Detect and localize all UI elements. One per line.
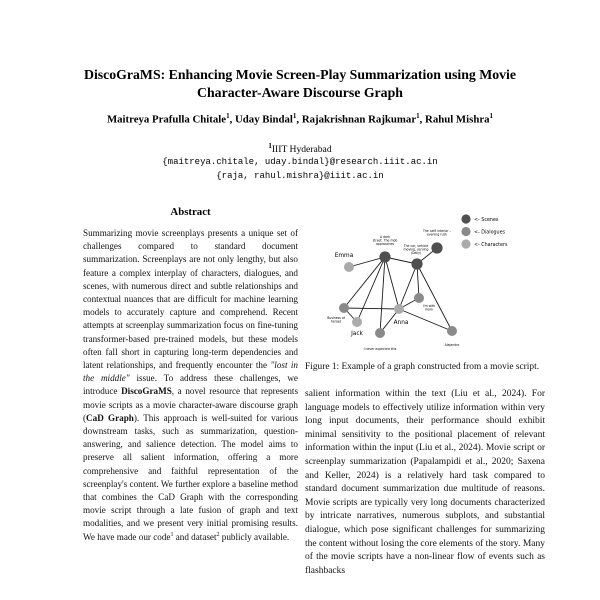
legend-label: <- Scenes xyxy=(474,217,499,223)
scene-annotation: moving, serving xyxy=(403,247,429,252)
author: Rajakrishnan Rajkumar xyxy=(301,113,417,126)
character-label: Jack xyxy=(351,331,363,337)
affiliation-name: IIIT Hyderabad xyxy=(271,144,332,156)
paper-title-line1: DiscoGraMS: Enhancing Movie Screen-Play Summarization using Movie xyxy=(83,67,517,82)
author: Uday Bindal xyxy=(235,113,293,126)
scene-annotation: approaches xyxy=(376,242,394,247)
author-separator: , xyxy=(296,113,302,126)
footnote-mark: 2 xyxy=(216,531,220,538)
scene-node xyxy=(431,242,442,253)
affiliation-mark: 1 xyxy=(268,142,272,150)
paper-title-line2: Character-Aware Discourse Graph xyxy=(197,84,403,100)
scene-annotation: The car, vehicle xyxy=(403,244,429,248)
author-separator: , xyxy=(419,113,426,126)
email-line: {maitreya.chitale, uday.bindal}@research.iiit.ac.in xyxy=(162,157,438,167)
dialogue-node xyxy=(339,303,349,313)
character-node xyxy=(394,304,404,314)
character-node xyxy=(352,317,362,327)
author: Rahul Mishra xyxy=(425,113,490,126)
author-affil-mark: 1 xyxy=(292,112,297,120)
dialogue-node xyxy=(414,293,424,303)
legend-swatch xyxy=(461,239,470,248)
abstract-segment: issue. To address these challenges, we introduce xyxy=(83,373,298,397)
dialogue-annotation: heroes xyxy=(330,319,342,324)
author-affil-mark: 1 xyxy=(416,112,420,120)
legend-swatch xyxy=(461,214,470,223)
dialogue-annotation: I'm with xyxy=(422,304,436,308)
abstract-segment: publicly available. xyxy=(219,531,290,542)
character-label: Emma xyxy=(334,253,354,259)
abstract-segment-italic: "lost in the middle" xyxy=(83,360,298,384)
abstract-segment: Summarizing movie screenplays presents a unique set of challenges compared to standard document summarization. Screenplays are not only lengthy, but also feature a complex interplay of characters, dialogues, and scenes, with numerous direct and subtle relationships and contextual nuances that are difficult for machine learning models to accurately capture and comprehend. Recent attempts at screenplay summarization focus on fine-tuning transformer-based pre-trained models, but these models often fall short in capturing long-term dependencies and latent relationships, and frequently encounter the xyxy=(83,228,298,371)
figure1-graph xyxy=(308,203,548,359)
graph-edge xyxy=(349,257,385,267)
affiliation xyxy=(40,142,560,155)
footnote-mark: 1 xyxy=(170,531,174,538)
dialogue-annotation: I never expected this xyxy=(363,347,397,351)
legend-swatch xyxy=(461,227,470,236)
graph-edge xyxy=(385,257,399,309)
author-separator: , xyxy=(229,113,235,126)
abstract-segment: ). This approach is well-suited for various downstream tasks, such as summarization, question-answering, and salience detection. The model aims to preserve all salient information, offering a more comprehensive and faithful representation of the screenplay's content. We further explore a baseline method that combines the CaD Graph with the corresponding movie script through a late fusion of graph and text modalities, and we present very initial promising results. We have made our code xyxy=(83,412,299,542)
graph-edge xyxy=(344,308,399,309)
dialogue-node xyxy=(375,328,385,338)
scene-annotation: The café interior – xyxy=(422,229,452,233)
introduction-paragraph: salient information within the text (Liu et al., 2024). For language models to effectively utilize information within very long input documents, their performance should exhibit minimal sensitivity to the positional placement of relevant information within the input (Liu et al., 2024). Movie script or screenplay summarization (Papalampidi et al., 2020; Saxena and Keller, 2024) is a relatively hard task compared to standard document summarization due multitude of reasons. Movie scripts are typically very long documents characterized by intricate narratives, numerous subplots, and substantial dialogue, which pose significant challenges for summarizing the content without losing the core elements of the story. Many of the movie scripts have a non-linear flow of events such as flashbacks xyxy=(305,389,545,576)
graph-edge xyxy=(357,257,385,322)
legend-label: <- Characters xyxy=(474,242,508,248)
abstract-heading: Abstract xyxy=(170,206,211,218)
email-block xyxy=(40,156,560,183)
abstract-text xyxy=(83,227,298,544)
dialogue-node xyxy=(447,326,457,336)
author-line xyxy=(40,112,560,126)
abstract-segment: , a novel resource that represents movie scripts as a movie character-aware discourse graph ( xyxy=(83,386,298,423)
character-label: Anna xyxy=(393,320,409,326)
abstract-segment-bold: CaD Graph xyxy=(86,412,134,423)
email-line: {raja, rahul.mishra}@iiit.ac.in xyxy=(216,170,384,181)
dialogue-annotation: Business of xyxy=(327,316,345,320)
scene-annotation: evening rush xyxy=(426,232,448,237)
character-node xyxy=(344,262,354,272)
legend-label: <- Dialogues xyxy=(474,230,506,236)
graph-edge xyxy=(380,257,385,333)
scene-annotation: A dark xyxy=(379,235,391,239)
abstract-segment: and dataset xyxy=(173,531,217,542)
abstract-segment-bold: DiscoGraMS xyxy=(121,386,172,397)
figure1-caption: Figure 1: Example of a graph constructed from a movie script. xyxy=(305,362,540,372)
paper-title xyxy=(40,66,560,101)
dialogue-annotation: Alejandro xyxy=(444,343,460,347)
author-affil-mark: 1 xyxy=(489,112,494,120)
author: Maitreya Prafulla Chitale xyxy=(106,113,227,126)
scene-node xyxy=(411,258,422,269)
scene-annotation: street. The mob xyxy=(372,238,398,243)
scene-node xyxy=(379,251,390,262)
dialogue-annotation: mom xyxy=(425,307,433,312)
author-affil-mark: 1 xyxy=(226,112,230,120)
scene-annotation: (Daily) xyxy=(410,251,422,256)
graph-edge xyxy=(399,264,417,309)
